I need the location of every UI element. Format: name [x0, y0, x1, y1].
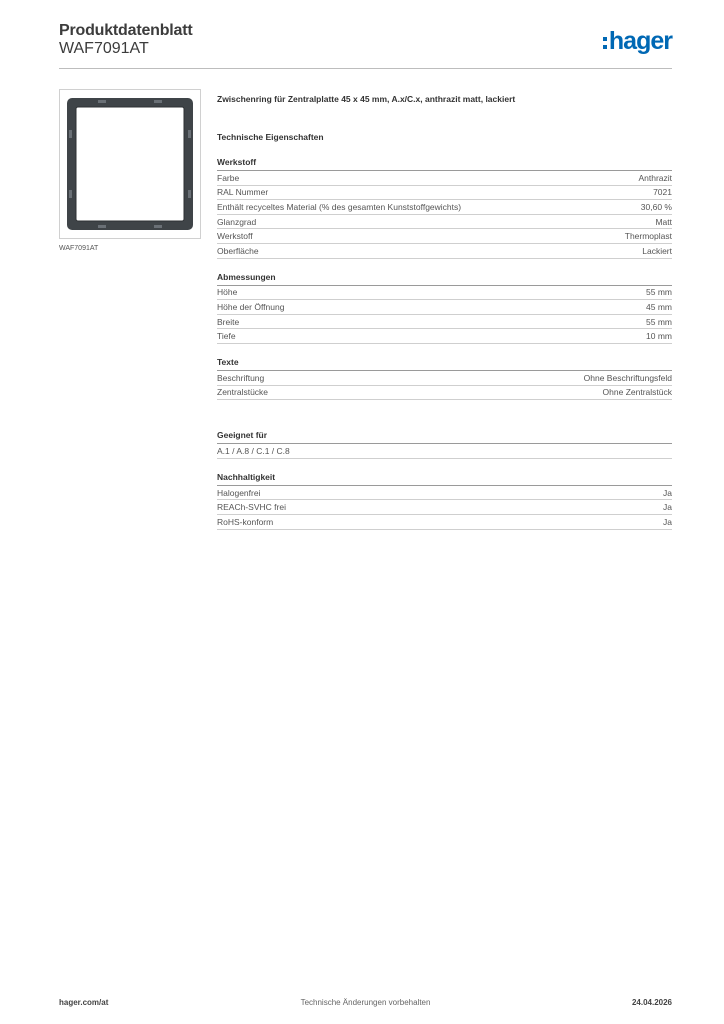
table-row — [217, 515, 672, 530]
row-value: Thermoplast — [624, 231, 672, 242]
row-value: 45 mm — [646, 301, 672, 312]
row-value: Matt — [655, 216, 672, 227]
section-werkstoff — [217, 157, 672, 259]
table-row — [217, 186, 672, 201]
section-title: Nachhaltigkeit — [217, 472, 672, 486]
section-title: Abmessungen — [217, 272, 672, 286]
product-description: Zwischenring für Zentralplatte 45 x 45 mm, A.x/C.x, anthrazit matt, lackiert — [217, 94, 516, 104]
row-value: Anthrazit — [638, 172, 672, 183]
row-value: 55 mm — [646, 287, 672, 298]
row-label: Werkstoff — [217, 231, 253, 242]
section-abmessungen — [217, 272, 672, 344]
footer-note: Technische Änderungen vorbehalten — [300, 998, 431, 1007]
section-title: Texte — [217, 357, 672, 371]
table-row — [217, 386, 672, 401]
row-value: Ja — [663, 487, 672, 498]
row-label: A.1 / A.8 / C.1 / C.8 — [217, 445, 290, 456]
row-value: 7021 — [653, 187, 672, 198]
image-caption: WAF7091AT — [59, 245, 99, 252]
technical-properties-title: Technische Eigenschaften — [217, 132, 324, 142]
row-label: Halogenfrei — [217, 487, 261, 498]
logo-text: hager — [608, 26, 672, 55]
document-title: Produktdatenblatt — [59, 22, 193, 39]
table-row — [217, 286, 672, 301]
row-label: Oberfläche — [217, 245, 259, 256]
row-value: 10 mm — [646, 331, 672, 342]
section-title: Werkstoff — [217, 157, 672, 171]
row-value: Ja — [663, 502, 672, 513]
table-row — [217, 229, 672, 244]
table-row — [217, 444, 672, 459]
product-sku: WAF7091AT — [59, 40, 149, 57]
row-label: Zentralstücke — [217, 387, 269, 398]
row-label: Breite — [217, 316, 240, 327]
row-label: Tiefe — [217, 331, 236, 342]
table-row — [217, 486, 672, 501]
row-value: 55 mm — [646, 316, 672, 327]
footer-date: 24.04.2026 — [631, 998, 672, 1007]
table-row — [217, 300, 672, 315]
page-header — [59, 20, 672, 68]
section-title: Geeignet für — [217, 430, 672, 444]
intermediate-ring-icon — [60, 90, 200, 238]
table-row — [217, 215, 672, 230]
row-label: Glanzgrad — [217, 216, 257, 227]
logo-dots-icon — [603, 37, 607, 49]
row-label: RoHS-konform — [217, 516, 274, 527]
table-row — [217, 200, 672, 215]
row-value: Ohne Beschriftungsfeld — [583, 372, 672, 383]
table-row — [217, 371, 672, 386]
product-image — [59, 89, 201, 239]
row-label: Höhe — [217, 287, 238, 298]
table-row — [217, 500, 672, 515]
table-row — [217, 315, 672, 330]
row-value: 30,60 % — [640, 201, 672, 212]
table-row — [217, 244, 672, 259]
header-divider — [59, 68, 672, 69]
page-footer — [59, 998, 672, 1010]
row-value: Ohne Zentralstück — [602, 387, 672, 398]
section-geeignet-fuer — [217, 430, 672, 459]
row-label: Farbe — [217, 172, 240, 183]
section-nachhaltigkeit — [217, 472, 672, 530]
row-label: RAL Nummer — [217, 187, 269, 198]
row-label: REACh-SVHC frei — [217, 502, 286, 513]
row-label: Beschriftung — [217, 372, 265, 383]
row-value: Lackiert — [642, 245, 672, 256]
footer-website-link[interactable]: hager.com/at — [59, 998, 109, 1007]
row-label: Höhe der Öffnung — [217, 301, 285, 312]
row-value: Ja — [663, 516, 672, 527]
hager-logo — [603, 26, 672, 56]
row-label: Enthält recyceltes Material (% des gesamten Kunststoffgewichts) — [217, 201, 462, 212]
product-details — [217, 94, 672, 530]
section-texte — [217, 357, 672, 400]
table-row — [217, 329, 672, 344]
table-row — [217, 171, 672, 186]
